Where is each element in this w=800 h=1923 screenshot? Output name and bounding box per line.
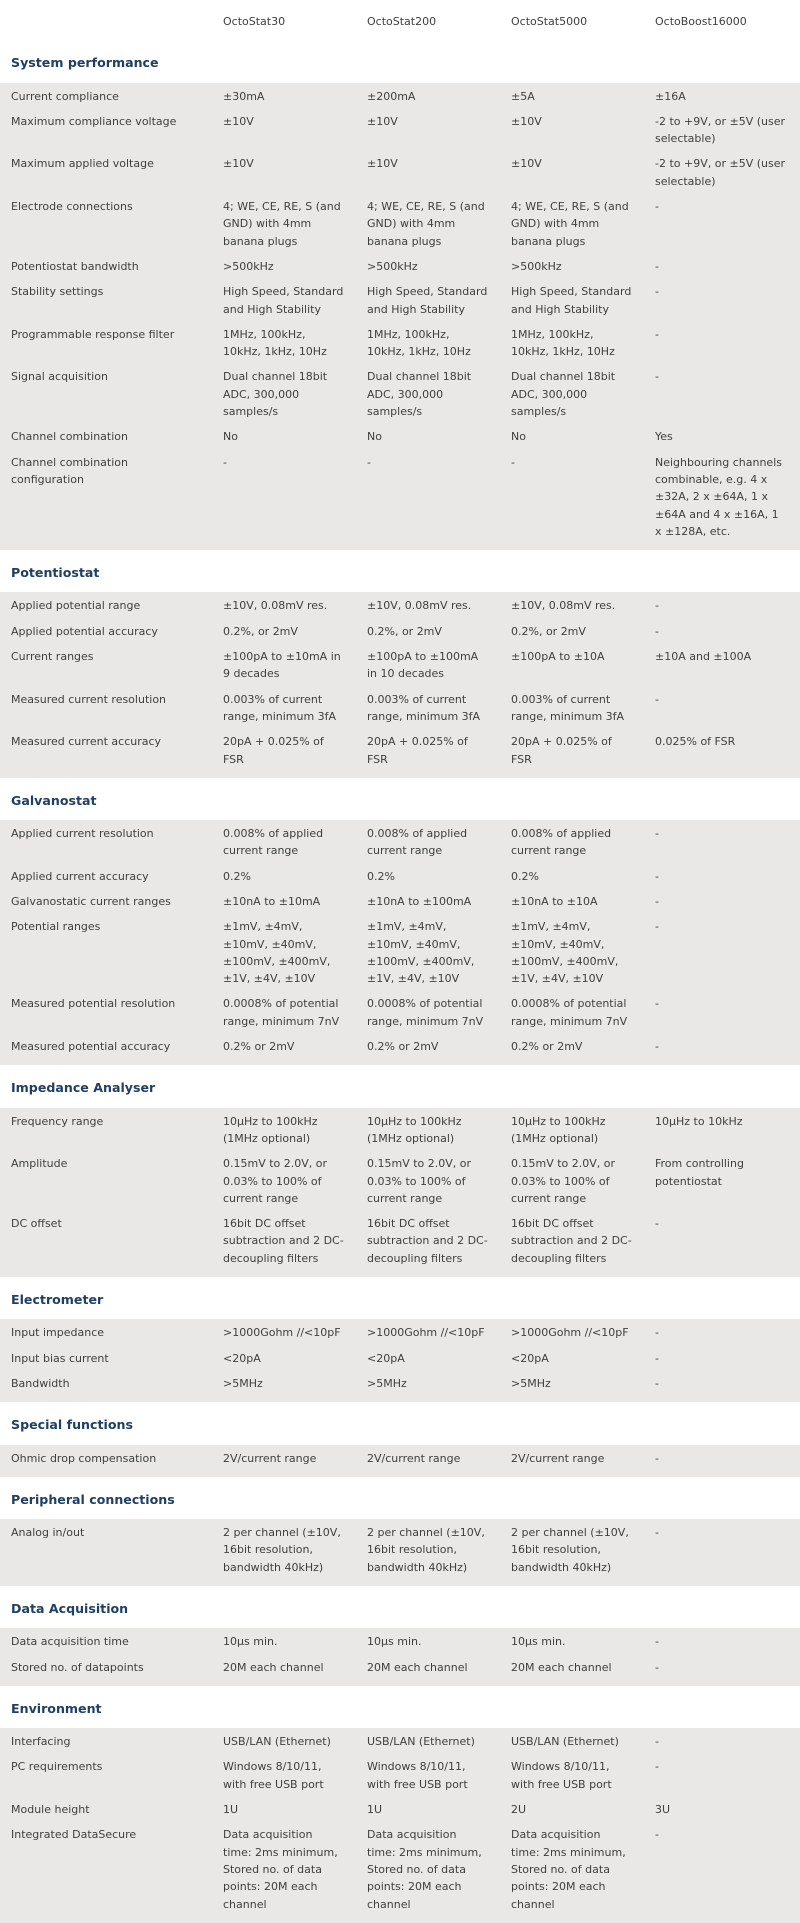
value-octostat5000: <20pA — [500, 1346, 644, 1371]
spec-row — [0, 1822, 800, 1916]
section-title: Peripheral connections — [0, 1477, 800, 1519]
value-octostat5000: 2 per channel (±10V, 16bit resolution, bandwidth 40kHz) — [500, 1519, 644, 1580]
value-octoboost16000: - — [644, 889, 800, 914]
spec-row — [0, 991, 800, 1034]
value-octoboost16000: 0.025% of FSR — [644, 729, 800, 772]
value-octostat200: >500kHz — [356, 254, 500, 279]
spec-row — [0, 889, 800, 914]
value-octostat5000: 0.2% — [500, 864, 644, 889]
spec-label: Bandwidth — [0, 1371, 212, 1396]
section-title: Data Acquisition — [0, 1586, 800, 1628]
value-octostat5000: ±10nA to ±10A — [500, 889, 644, 914]
value-octostat5000: 16bit DC offset subtraction and 2 DC-decoupling filters — [500, 1211, 644, 1271]
spec-row — [0, 1034, 800, 1059]
section-title: Special functions — [0, 1402, 800, 1444]
value-octoboost16000: - — [644, 364, 800, 424]
value-octostat200: 0.2% or 2mV — [356, 1034, 500, 1059]
value-octoboost16000: - — [644, 1211, 800, 1271]
section-title: Impedance Analyser — [0, 1065, 800, 1107]
spec-row — [0, 864, 800, 889]
column-header-empty — [0, 0, 212, 40]
value-octostat200: High Speed, Standard and High Stability — [356, 279, 500, 322]
value-octostat30: USB/LAN (Ethernet) — [212, 1728, 356, 1754]
value-octostat30: 0.2% — [212, 864, 356, 889]
value-octostat200: USB/LAN (Ethernet) — [356, 1728, 500, 1754]
spec-label: Integrated DataSecure — [0, 1822, 212, 1916]
spec-row — [0, 279, 800, 322]
spec-label: Maximum applied voltage — [0, 151, 212, 194]
value-octostat200: 10µHz to 100kHz (1MHz optional) — [356, 1108, 500, 1152]
value-octostat30: ±30mA — [212, 83, 356, 109]
value-octostat5000: 0.2%, or 2mV — [500, 619, 644, 644]
value-octostat200: 16bit DC offset subtraction and 2 DC-decoupling filters — [356, 1211, 500, 1271]
spec-label: Measured potential resolution — [0, 991, 212, 1034]
value-octostat200: 0.15mV to 2.0V, or 0.03% to 100% of current range — [356, 1151, 500, 1211]
value-octostat30: >5MHz — [212, 1371, 356, 1396]
spec-row — [0, 83, 800, 109]
value-octoboost16000: - — [644, 322, 800, 365]
value-octostat5000: 4; WE, CE, RE, S (and GND) with 4mm banana plugs — [500, 194, 644, 254]
spec-label: Frequency range — [0, 1108, 212, 1152]
spec-label: Current ranges — [0, 644, 212, 687]
value-octostat200: ±100pA to ±100mA in 10 decades — [356, 644, 500, 687]
value-octostat5000: 0.0008% of potential range, minimum 7nV — [500, 991, 644, 1034]
spec-label: Module height — [0, 1797, 212, 1822]
spec-label: Analog in/out — [0, 1519, 212, 1580]
spec-label: Potential ranges — [0, 914, 212, 991]
value-octostat5000: 0.2% or 2mV — [500, 1034, 644, 1059]
value-octostat5000: High Speed, Standard and High Stability — [500, 279, 644, 322]
spec-row — [0, 644, 800, 687]
value-octostat30: ±10nA to ±10mA — [212, 889, 356, 914]
spec-label: Channel combination — [0, 424, 212, 449]
section-header-system-performance — [0, 40, 800, 82]
value-octostat30: 0.008% of applied current range — [212, 820, 356, 864]
value-octostat200: 1U — [356, 1797, 500, 1822]
column-header-octostat200: OctoStat200 — [356, 0, 500, 40]
spec-label: Programmable response filter — [0, 322, 212, 365]
section-bottom-spacer — [0, 1917, 800, 1923]
spec-label: Measured potential accuracy — [0, 1034, 212, 1059]
section-header-environment — [0, 1686, 800, 1728]
value-octoboost16000: -2 to +9V, or ±5V (user selectable) — [644, 109, 800, 152]
value-octoboost16000: -2 to +9V, or ±5V (user selectable) — [644, 151, 800, 194]
spec-label: Channel combination configuration — [0, 450, 212, 544]
value-octostat5000: ±1mV, ±4mV, ±10mV, ±40mV, ±100mV, ±400mV, ±1V, ±4V, ±10V — [500, 914, 644, 991]
spec-label: Galvanostatic current ranges — [0, 889, 212, 914]
value-octostat30: 2 per channel (±10V, 16bit resolution, bandwidth 40kHz) — [212, 1519, 356, 1580]
value-octostat200: 0.003% of current range, minimum 3fA — [356, 687, 500, 730]
spec-row — [0, 1628, 800, 1654]
spec-row — [0, 450, 800, 544]
value-octostat30: 10µs min. — [212, 1628, 356, 1654]
section-title: Environment — [0, 1686, 800, 1728]
value-octoboost16000: From controlling potentiostat — [644, 1151, 800, 1211]
value-octostat5000: >5MHz — [500, 1371, 644, 1396]
value-octostat200: ±1mV, ±4mV, ±10mV, ±40mV, ±100mV, ±400mV, ±1V, ±4V, ±10V — [356, 914, 500, 991]
value-octostat200: ±10V — [356, 109, 500, 152]
value-octostat30: ±10V, 0.08mV res. — [212, 592, 356, 618]
spec-label: Input impedance — [0, 1319, 212, 1345]
spec-label: Maximum compliance voltage — [0, 109, 212, 152]
section-header-galvanostat — [0, 778, 800, 820]
column-header-row — [0, 0, 800, 40]
value-octostat5000: 2V/current range — [500, 1445, 644, 1471]
spec-row — [0, 820, 800, 864]
value-octostat30: 20pA + 0.025% of FSR — [212, 729, 356, 772]
section-header-peripheral-connections — [0, 1477, 800, 1519]
value-octostat5000: 0.003% of current range, minimum 3fA — [500, 687, 644, 730]
value-octoboost16000: - — [644, 254, 800, 279]
spec-row — [0, 109, 800, 152]
value-octostat30: >1000Gohm //<10pF — [212, 1319, 356, 1345]
value-octoboost16000: 10µHz to 10kHz — [644, 1108, 800, 1152]
spec-row — [0, 619, 800, 644]
value-octoboost16000: - — [644, 820, 800, 864]
spec-row — [0, 1754, 800, 1797]
value-octostat30: ±10V — [212, 151, 356, 194]
value-octostat30: 16bit DC offset subtraction and 2 DC-decoupling filters — [212, 1211, 356, 1271]
value-octostat200: ±10nA to ±100mA — [356, 889, 500, 914]
spec-label: Applied current accuracy — [0, 864, 212, 889]
value-octostat200: 20pA + 0.025% of FSR — [356, 729, 500, 772]
value-octoboost16000: - — [644, 1628, 800, 1654]
spec-row — [0, 687, 800, 730]
value-octostat200: >5MHz — [356, 1371, 500, 1396]
value-octoboost16000: Neighbouring channels combinable, e.g. 4 x ±32A, 2 x ±64A, 1 x ±64A and 4 x ±16A, 1 x ±128A, etc. — [644, 450, 800, 544]
value-octostat30: 10µHz to 100kHz (1MHz optional) — [212, 1108, 356, 1152]
spacer-cell — [0, 1917, 800, 1923]
value-octostat200: Windows 8/10/11, with free USB port — [356, 1754, 500, 1797]
value-octostat30: No — [212, 424, 356, 449]
value-octostat200: 0.2% — [356, 864, 500, 889]
spec-label: Stored no. of datapoints — [0, 1655, 212, 1680]
column-header-octoboost16000: OctoBoost16000 — [644, 0, 800, 40]
spec-row — [0, 1319, 800, 1345]
value-octostat5000: 1MHz, 100kHz, 10kHz, 1kHz, 10Hz — [500, 322, 644, 365]
value-octostat30: Data acquisition time: 2ms minimum, Stored no. of data points: 20M each channel — [212, 1822, 356, 1916]
spec-row — [0, 1728, 800, 1754]
spec-label: Interfacing — [0, 1728, 212, 1754]
value-octostat30: 1MHz, 100kHz, 10kHz, 1kHz, 10Hz — [212, 322, 356, 365]
spec-row — [0, 1797, 800, 1822]
section-header-data-acquisition — [0, 1586, 800, 1628]
spec-label: Applied potential range — [0, 592, 212, 618]
value-octostat30: <20pA — [212, 1346, 356, 1371]
value-octostat30: Windows 8/10/11, with free USB port — [212, 1754, 356, 1797]
value-octostat200: 0.2%, or 2mV — [356, 619, 500, 644]
value-octoboost16000: - — [644, 864, 800, 889]
value-octostat30: ±100pA to ±10mA in 9 decades — [212, 644, 356, 687]
section-header-electrometer — [0, 1277, 800, 1319]
value-octoboost16000: 3U — [644, 1797, 800, 1822]
spec-label: Applied potential accuracy — [0, 619, 212, 644]
value-octoboost16000: - — [644, 991, 800, 1034]
value-octostat30: >500kHz — [212, 254, 356, 279]
value-octostat30: - — [212, 450, 356, 544]
value-octostat5000: Data acquisition time: 2ms minimum, Stored no. of data points: 20M each channel — [500, 1822, 644, 1916]
spec-row — [0, 1108, 800, 1152]
value-octostat200: Dual channel 18bit ADC, 300,000 samples/s — [356, 364, 500, 424]
value-octostat200: 10µs min. — [356, 1628, 500, 1654]
spec-row — [0, 1445, 800, 1471]
spec-label: Measured current accuracy — [0, 729, 212, 772]
value-octostat200: ±200mA — [356, 83, 500, 109]
value-octostat5000: ±5A — [500, 83, 644, 109]
value-octostat30: ±1mV, ±4mV, ±10mV, ±40mV, ±100mV, ±400mV, ±1V, ±4V, ±10V — [212, 914, 356, 991]
spec-row — [0, 914, 800, 991]
spec-row — [0, 254, 800, 279]
value-octoboost16000: - — [644, 1519, 800, 1580]
value-octoboost16000: - — [644, 1445, 800, 1471]
spec-row — [0, 592, 800, 618]
value-octostat200: Data acquisition time: 2ms minimum, Stored no. of data points: 20M each channel — [356, 1822, 500, 1916]
value-octostat5000: ±10V — [500, 109, 644, 152]
value-octostat30: 0.2% or 2mV — [212, 1034, 356, 1059]
spec-row — [0, 194, 800, 254]
value-octostat200: <20pA — [356, 1346, 500, 1371]
spec-label: Signal acquisition — [0, 364, 212, 424]
value-octostat5000: >1000Gohm //<10pF — [500, 1319, 644, 1345]
spec-label: Measured current resolution — [0, 687, 212, 730]
value-octostat30: 20M each channel — [212, 1655, 356, 1680]
value-octostat200: - — [356, 450, 500, 544]
value-octoboost16000: - — [644, 1319, 800, 1345]
value-octostat5000: No — [500, 424, 644, 449]
value-octostat200: 0.0008% of potential range, minimum 7nV — [356, 991, 500, 1034]
value-octostat5000: 2U — [500, 1797, 644, 1822]
value-octostat200: ±10V, 0.08mV res. — [356, 592, 500, 618]
value-octoboost16000: - — [644, 592, 800, 618]
value-octoboost16000: - — [644, 1034, 800, 1059]
value-octostat5000: 0.008% of applied current range — [500, 820, 644, 864]
spec-label: Input bias current — [0, 1346, 212, 1371]
value-octostat5000: 0.15mV to 2.0V, or 0.03% to 100% of current range — [500, 1151, 644, 1211]
value-octostat200: 0.008% of applied current range — [356, 820, 500, 864]
value-octoboost16000: - — [644, 194, 800, 254]
value-octostat200: 2 per channel (±10V, 16bit resolution, bandwidth 40kHz) — [356, 1519, 500, 1580]
spec-row — [0, 729, 800, 772]
spec-row — [0, 1655, 800, 1680]
spec-label: Stability settings — [0, 279, 212, 322]
value-octostat5000: ±100pA to ±10A — [500, 644, 644, 687]
spec-label: Electrode connections — [0, 194, 212, 254]
spec-label: Amplitude — [0, 1151, 212, 1211]
spec-row — [0, 322, 800, 365]
value-octostat30: 2V/current range — [212, 1445, 356, 1471]
spec-label: PC requirements — [0, 1754, 212, 1797]
value-octostat5000: Dual channel 18bit ADC, 300,000 samples/s — [500, 364, 644, 424]
value-octostat5000: - — [500, 450, 644, 544]
value-octostat30: 0.15mV to 2.0V, or 0.03% to 100% of current range — [212, 1151, 356, 1211]
value-octoboost16000: ±10A and ±100A — [644, 644, 800, 687]
spec-row — [0, 1519, 800, 1580]
column-header-octostat5000: OctoStat5000 — [500, 0, 644, 40]
spec-row — [0, 1346, 800, 1371]
value-octoboost16000: - — [644, 1346, 800, 1371]
spec-row — [0, 364, 800, 424]
value-octoboost16000: - — [644, 619, 800, 644]
value-octostat30: Dual channel 18bit ADC, 300,000 samples/s — [212, 364, 356, 424]
value-octostat5000: ±10V — [500, 151, 644, 194]
value-octostat200: 4; WE, CE, RE, S (and GND) with 4mm banana plugs — [356, 194, 500, 254]
value-octoboost16000: Yes — [644, 424, 800, 449]
section-title: Galvanostat — [0, 778, 800, 820]
value-octostat5000: Windows 8/10/11, with free USB port — [500, 1754, 644, 1797]
value-octoboost16000: - — [644, 279, 800, 322]
value-octostat5000: 20pA + 0.025% of FSR — [500, 729, 644, 772]
section-header-impedance-analyser — [0, 1065, 800, 1107]
value-octoboost16000: - — [644, 1754, 800, 1797]
value-octostat5000: >500kHz — [500, 254, 644, 279]
spec-label: Ohmic drop compensation — [0, 1445, 212, 1471]
value-octostat200: 20M each channel — [356, 1655, 500, 1680]
value-octostat200: >1000Gohm //<10pF — [356, 1319, 500, 1345]
section-header-special-functions — [0, 1402, 800, 1444]
value-octoboost16000: ±16A — [644, 83, 800, 109]
value-octostat30: 0.2%, or 2mV — [212, 619, 356, 644]
spec-label: Potentiostat bandwidth — [0, 254, 212, 279]
value-octostat200: 2V/current range — [356, 1445, 500, 1471]
value-octostat5000: 10µs min. — [500, 1628, 644, 1654]
spec-label: Current compliance — [0, 83, 212, 109]
spec-row — [0, 424, 800, 449]
spec-row — [0, 151, 800, 194]
value-octostat30: High Speed, Standard and High Stability — [212, 279, 356, 322]
column-header-octostat30: OctoStat30 — [212, 0, 356, 40]
spec-row — [0, 1151, 800, 1211]
value-octoboost16000: - — [644, 1728, 800, 1754]
spec-label: Data acquisition time — [0, 1628, 212, 1654]
value-octostat200: ±10V — [356, 151, 500, 194]
section-title: System performance — [0, 40, 800, 82]
value-octoboost16000: - — [644, 1371, 800, 1396]
value-octostat30: 1U — [212, 1797, 356, 1822]
value-octostat5000: USB/LAN (Ethernet) — [500, 1728, 644, 1754]
value-octoboost16000: - — [644, 914, 800, 991]
spec-row — [0, 1211, 800, 1271]
value-octostat5000: 10µHz to 100kHz (1MHz optional) — [500, 1108, 644, 1152]
value-octostat5000: 20M each channel — [500, 1655, 644, 1680]
section-title: Potentiostat — [0, 550, 800, 592]
spec-body — [0, 40, 800, 1923]
value-octoboost16000: - — [644, 687, 800, 730]
value-octoboost16000: - — [644, 1655, 800, 1680]
value-octostat5000: ±10V, 0.08mV res. — [500, 592, 644, 618]
value-octostat200: No — [356, 424, 500, 449]
spec-label: Applied current resolution — [0, 820, 212, 864]
value-octostat200: 1MHz, 100kHz, 10kHz, 1kHz, 10Hz — [356, 322, 500, 365]
value-octostat30: ±10V — [212, 109, 356, 152]
section-title: Electrometer — [0, 1277, 800, 1319]
value-octostat30: 0.0008% of potential range, minimum 7nV — [212, 991, 356, 1034]
value-octostat30: 0.003% of current range, minimum 3fA — [212, 687, 356, 730]
value-octostat30: 4; WE, CE, RE, S (and GND) with 4mm banana plugs — [212, 194, 356, 254]
value-octoboost16000: - — [644, 1822, 800, 1916]
spec-row — [0, 1371, 800, 1396]
section-header-potentiostat — [0, 550, 800, 592]
spec-label: DC offset — [0, 1211, 212, 1271]
